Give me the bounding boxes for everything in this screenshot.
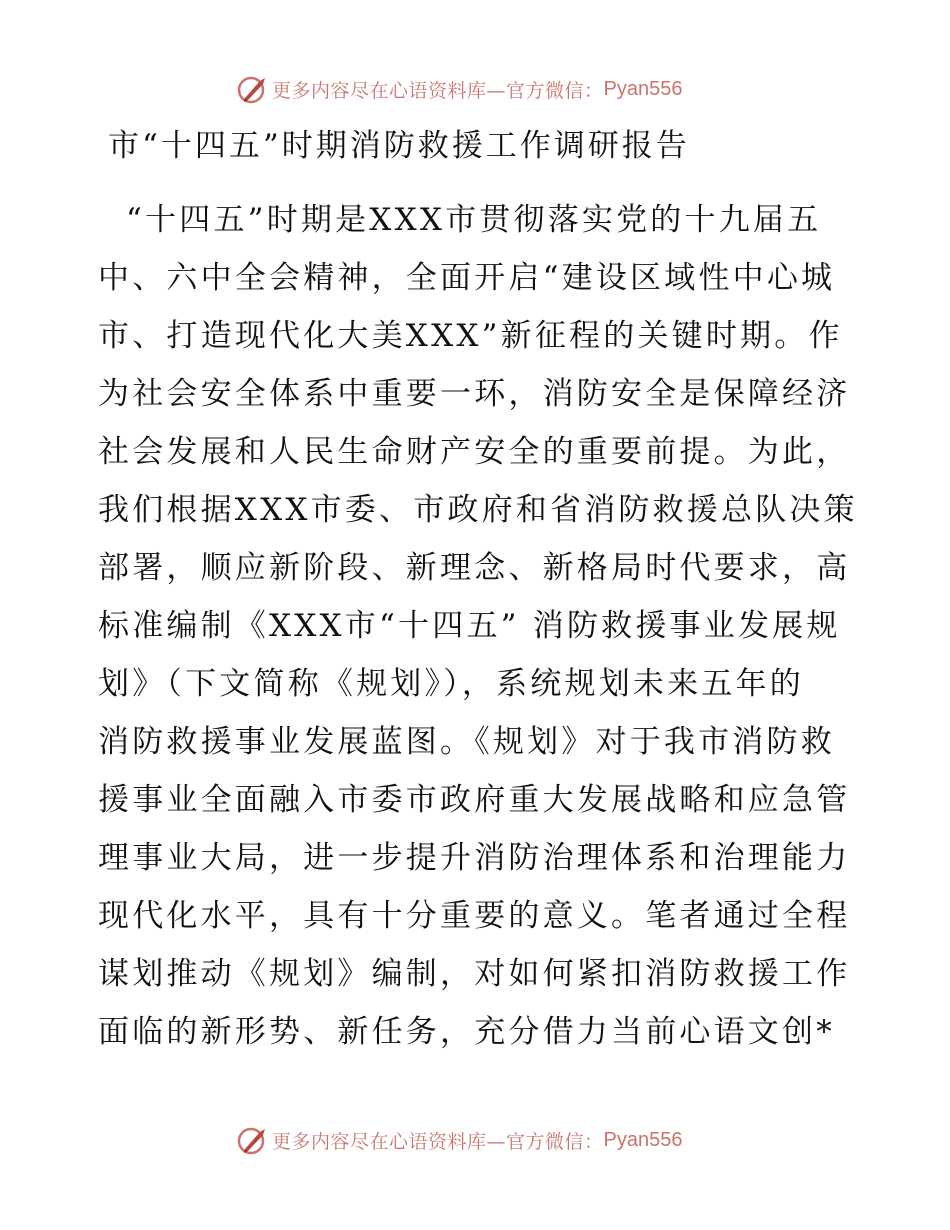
footer-watermark [236,1123,682,1157]
paragraph-line: 我们根据XXX市委、市政府和省消防救援总队决策 [98,492,858,528]
watermark-text: 更多内容尽在心语资料库—官方微信： [272,1130,604,1153]
paragraph-line: 面临的新形势、新任务，充分借力当前心语文创* [98,1014,835,1050]
paragraph-line: 市、打造现代化大美XXX”新征程的关键时期。作 [98,318,843,354]
header-watermark [236,72,682,106]
paragraph-line: 部署，顺应新阶段、新理念、新格局时代要求，高 [98,550,851,586]
watermark-text: 更多内容尽在心语资料库—官方微信： [272,79,604,102]
paragraph-line: 理事业大局，进一步提升消防治理体系和治理能力 [98,840,851,876]
pen-nib-circle-icon [236,1123,270,1157]
paragraph-line: 消防救援事业发展蓝图。《规划》对于我市消防救 [98,724,835,760]
paragraph-line: 援事业全面融入市委市政府重大发展战略和应急管 [98,782,851,818]
paragraph-line: 划》（下文简称《规划》），系统规划未来五年的 [98,666,804,702]
watermark-wechat-id: Pyan556 [603,77,683,100]
paragraph-line: 社会发展和人民生命财产安全的重要前提。为此， [98,434,851,470]
paragraph-line: 标准编制《XXX市“十四五” 消防救援事业发展规 [98,608,841,644]
watermark-wechat-id: Pyan556 [603,1128,683,1151]
paragraph-line: “十四五”时期是XXX市贯彻落实党的十九届五 [126,202,822,238]
paragraph-line: 现代化水平，具有十分重要的意义。笔者通过全程 [98,898,851,934]
document-title: 市“十四五”时期消防救援工作调研报告 [108,128,690,164]
paragraph-line: 为社会安全体系中重要一环，消防安全是保障经济 [98,376,851,412]
paragraph-line: 谋划推动《规划》编制，对如何紧扣消防救援工作 [98,956,851,992]
paragraph-line: 中、六中全会精神，全面开启“建设区域性中心城 [98,260,836,296]
pen-nib-circle-icon [236,72,270,106]
